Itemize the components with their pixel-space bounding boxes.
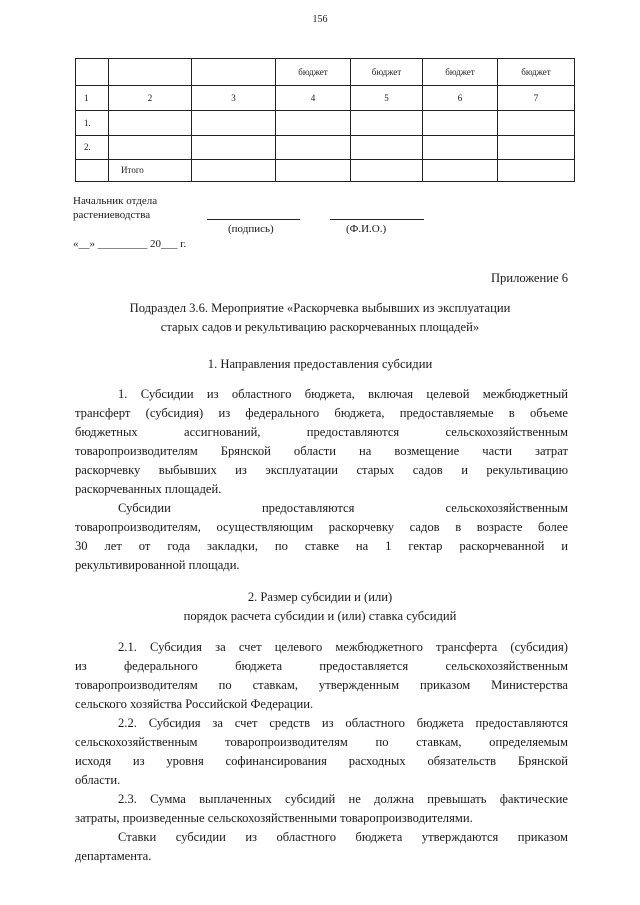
table-cell xyxy=(109,59,192,86)
table-row-number xyxy=(76,160,109,182)
paragraph-line: 2.1. Субсидия за счет целевого межбюджетного трансферта (субсидия) xyxy=(118,640,568,654)
table-cell xyxy=(276,136,351,160)
paragraph-line: 2.2. Субсидия за счет средств из областного бюджета предоставляются xyxy=(118,716,568,730)
signature-position-line2: растениеводства xyxy=(73,209,151,221)
name-underline xyxy=(330,219,424,220)
paragraph-line: 2.3. Сумма выплаченных субсидий не должна превышать фактические xyxy=(118,792,568,806)
table-cell xyxy=(276,160,351,182)
paragraph-line: области. xyxy=(75,773,121,787)
table-column-number: 2 xyxy=(109,86,192,111)
table-header-budget: бюджет xyxy=(423,59,498,86)
paragraph-line: Ставки субсидии из областного бюджета утверждаются приказом xyxy=(118,830,568,844)
table-cell xyxy=(423,160,498,182)
table-cell xyxy=(192,59,276,86)
table-total-label: Итого xyxy=(109,160,192,182)
signature-underline xyxy=(207,219,300,220)
table-cell xyxy=(351,160,423,182)
paragraph-line: рекультивированной площади. xyxy=(75,558,240,572)
table-row xyxy=(76,111,575,136)
table-row xyxy=(76,136,575,160)
paragraph-line: сельскохозяйственным товаропроизводителям по ставкам, определяемым xyxy=(75,735,568,749)
table-column-number: 7 xyxy=(498,86,575,111)
table-cell xyxy=(423,111,498,136)
paragraph-line: 1. Субсидии из областного бюджета, включая целевой межбюджетный xyxy=(118,387,568,401)
table-column-number: 4 xyxy=(276,86,351,111)
table-row-label xyxy=(109,136,192,160)
date-line: «__» _________ 20___ г. xyxy=(73,238,187,250)
section-heading: порядок расчета субсидии и (или) ставка субсидий xyxy=(183,609,457,623)
paragraph-line: затраты, произведенные сельскохозяйственными товаропроизводителями. xyxy=(75,811,473,825)
table-cell xyxy=(498,111,575,136)
table-row-number: 2. xyxy=(76,136,109,160)
paragraph-line: 30 лет от года закладки, по ставке на 1 гектар раскорчеванной и xyxy=(75,539,568,553)
table-header-row xyxy=(76,59,575,86)
paragraph-line: трансферт (субсидия) из федерального бюджета, предоставляемые в объеме xyxy=(75,406,568,420)
paragraph-line: раскорчеванных площадей. xyxy=(75,482,222,496)
paragraph-line: товаропроизводителям, осуществляющим раскорчевку садов в возрасте более xyxy=(75,520,568,534)
signature-position-line1: Начальник отдела xyxy=(73,195,158,207)
paragraph-line: бюджетных ассигнований, предоставляются сельскохозяйственным xyxy=(75,425,568,439)
subsection-title: Подраздел 3.6. Мероприятие «Раскорчевка выбывших из эксплуатации xyxy=(129,301,511,315)
paragraph-line: сельского хозяйства Российской Федерации. xyxy=(75,697,314,711)
subsection-title: старых садов и рекультивацию раскорчеванных площадей» xyxy=(160,320,480,334)
table-cell xyxy=(498,160,575,182)
section-heading: 2. Размер субсидии и (или) xyxy=(247,590,393,604)
paragraph-line: департамента. xyxy=(75,849,152,863)
table-cell xyxy=(192,160,276,182)
table-cell xyxy=(276,111,351,136)
page-number: 156 xyxy=(312,14,328,25)
paragraph-line: товаропроизводителям Брянской области на возмещение части затрат xyxy=(75,444,568,458)
name-caption: (Ф.И.О.) xyxy=(346,223,387,235)
paragraph-line: Субсидии предоставляются сельскохозяйственным xyxy=(118,501,568,515)
table-column-number: 5 xyxy=(351,86,423,111)
section-heading: 1. Направления предоставления субсидии xyxy=(207,357,433,371)
paragraph-line: исходя из уровня софинансирования расходных обязательств Брянской xyxy=(75,754,568,768)
table-cell xyxy=(76,59,109,86)
paragraph-line: раскорчевку выбывших из эксплуатации старых садов и рекультивацию xyxy=(75,463,568,477)
table-cell xyxy=(192,111,276,136)
table-header-budget: бюджет xyxy=(276,59,351,86)
paragraph-line: из федерального бюджета предоставляется сельскохозяйственным xyxy=(75,659,568,673)
table-cell xyxy=(351,136,423,160)
table-header-budget: бюджет xyxy=(498,59,575,86)
table-column-number: 6 xyxy=(423,86,498,111)
table-total-row xyxy=(76,160,575,182)
table-cell xyxy=(498,136,575,160)
table-cell xyxy=(423,136,498,160)
table-cell xyxy=(351,111,423,136)
table-column-number: 1 xyxy=(76,86,109,111)
table-row-number: 1. xyxy=(76,111,109,136)
table-column-numbers-row xyxy=(76,86,575,111)
paragraph-line: товаропроизводителям по ставкам, утвержденным приказом Министерства xyxy=(75,678,568,692)
appendix-label: Приложение 6 xyxy=(490,271,568,285)
signature-caption: (подпись) xyxy=(228,223,274,235)
table-header-budget: бюджет xyxy=(351,59,423,86)
budget-table xyxy=(75,58,575,182)
table-column-number: 3 xyxy=(192,86,276,111)
table-cell xyxy=(192,136,276,160)
table-row-label xyxy=(109,111,192,136)
